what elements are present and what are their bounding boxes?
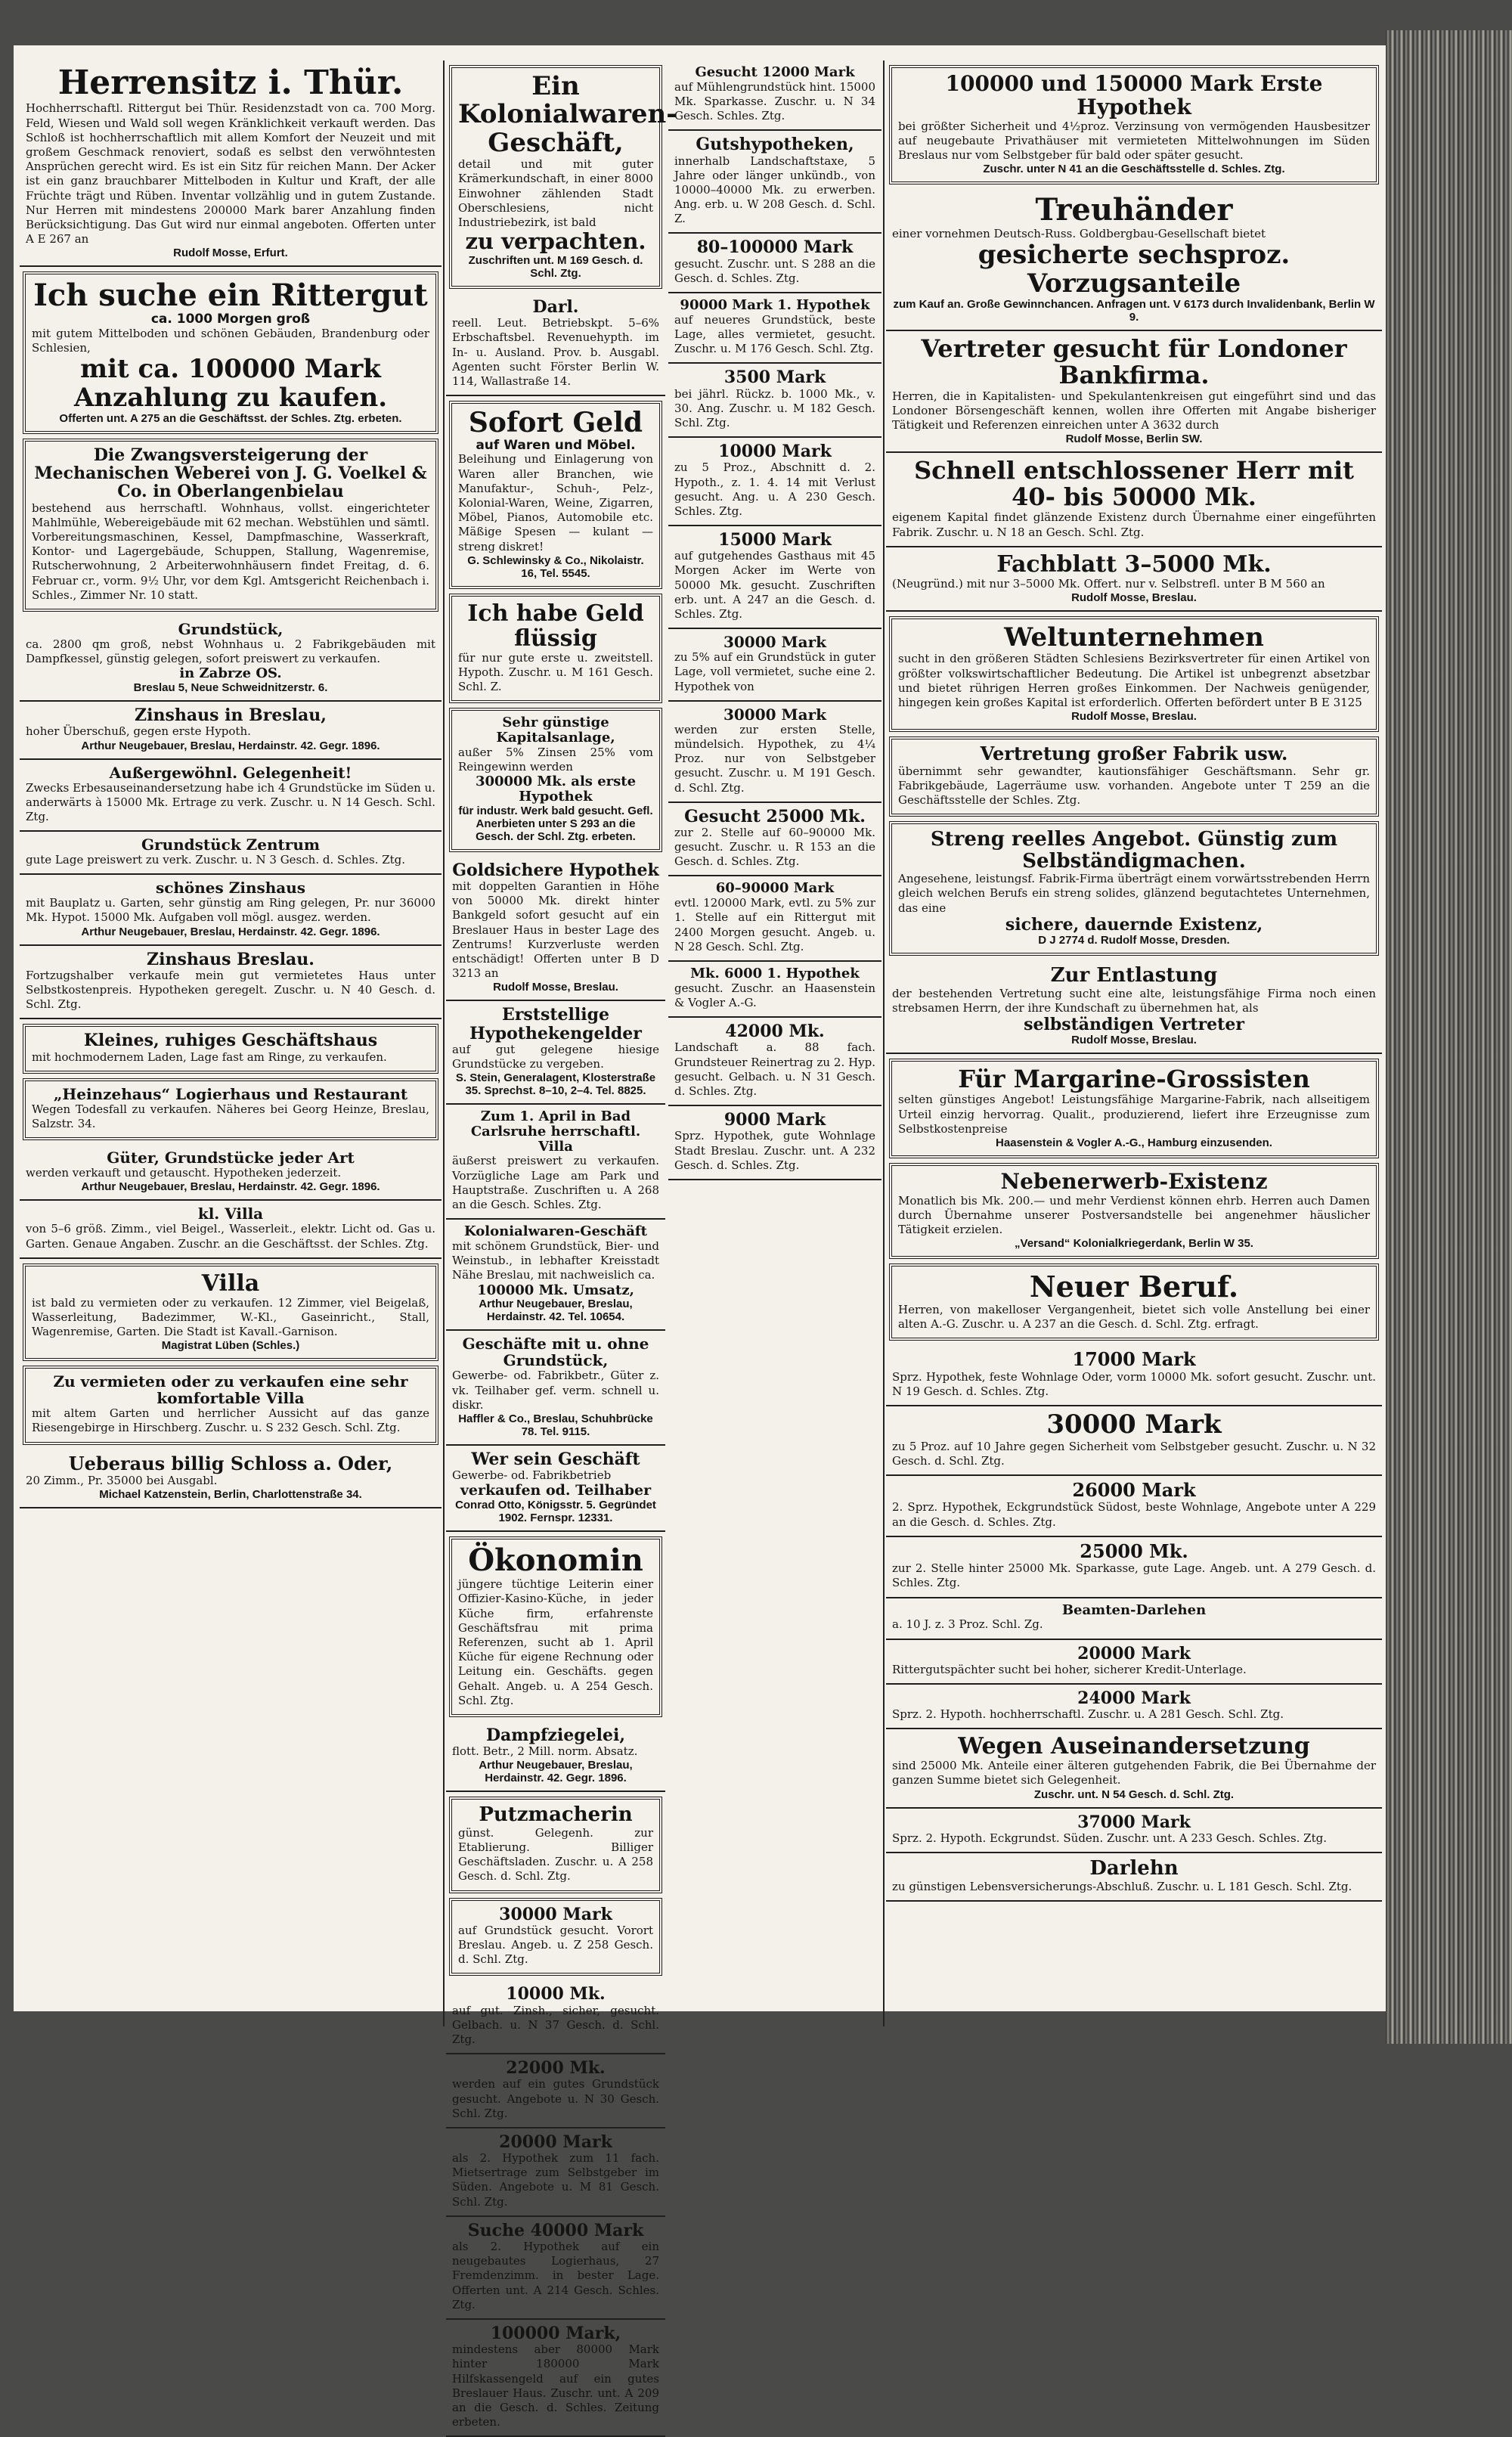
advert: [886, 1853, 1382, 1902]
advert: [446, 1331, 665, 1446]
advert-signature: Zuschr. unt. N 54 Gesch. d. Schl. Ztg.: [1033, 1787, 1235, 1801]
advert: [886, 189, 1382, 331]
advert-body: mindestens aber 80000 Mark hinter 180000 Mark Hilfskassengeld auf ein gutes Breslauer Haus. Zuschr. unt. A 209 an die Gesch. d. Schles. Zeitung erbeten.: [452, 2342, 659, 2429]
advert: [668, 1106, 881, 1180]
advert-headline: 20000 Mark: [499, 2132, 612, 2152]
advert-headline: 20000 Mark: [1077, 1643, 1191, 1663]
advert-body: Herren, von makelloser Vergangenheit, bietet sich volle Anstellung bei einer alten A.-G. Zuschr. u. A 237 an die Gesch. d. Schl. Ztg. erfragt.: [898, 1303, 1370, 1332]
advert-body: außer 5% Zinsen 25% vom Reingewinn werden: [458, 745, 653, 774]
advert: [23, 1024, 438, 1073]
advert: [886, 1345, 1382, 1406]
advert-body: mit gutem Mittelboden und schönen Gebäuden, Brandenburg oder Schlesien,: [32, 326, 429, 355]
advert-headline: 15000 Mark: [718, 530, 832, 550]
advert: [23, 271, 438, 434]
advert-headline: Die Zwangsversteigerung der Mechanischen Weberei von J. G. Voelkel & Co. in Oberlangenbielau: [34, 445, 427, 502]
advert-signature: Michael Katzenstein, Berlin, Charlottenstraße 34.: [99, 1488, 362, 1502]
advert-body: Beleihung und Einlagerung von Waren aller Branchen, wie Manufaktur-, Schuh-, Pelz-, Kolonial-Waren, Weine, Zigarren, Möbel, Pianos, Automobile etc. Mäßige Spesen — kulant — streng diskret!: [458, 452, 653, 553]
advert-body: bestehend aus herrschaftl. Wohnhaus, vollst. eingerichteter Mahlmühle, Webereigebäude mit 62 mechan. Webstühlen und sämtl. Vorbereitungsmaschinen, Kessel, Dampfmaschine, Wasserkraft, Kontor- und Lagergebäude, Schuppen, Stallung, Wagenremise, Rutscherwohnung, 2 Arbeiterwohnhäusern findet Freitag, d. 6. Februar cr., vorm. 9½ Uhr, vor dem Kgl. Amtsgericht Reichenbach i. Schles., Zimmer Nr. 10 statt.: [32, 501, 429, 602]
advert-headline-secondary: 100000 Mk. Umsatz,: [477, 1282, 634, 1298]
advert-headline-secondary: selbständigen Vertreter: [1024, 1015, 1244, 1034]
advert: [23, 439, 438, 612]
advert-headline: Zum 1. April in Bad Carlsruhe herrschaftl. Villa: [470, 1108, 641, 1155]
advert-headline: 30000 Mark: [1046, 1409, 1222, 1440]
advert-body: zur 2. Stelle auf 60–90000 Mk. gesucht. Zuschr. u. R 153 an die Gesch. d. Schles. Ztg.: [674, 825, 875, 869]
advert: [668, 526, 881, 629]
advert-headline: 25000 Mk.: [1080, 1539, 1188, 1562]
advert-headline: 100000 Mark,: [490, 2323, 621, 2343]
advert: [446, 1220, 665, 1331]
advert-body: gute Lage preiswert zu verk. Zuschr. u. N 3 Gesch. d. Schles. Ztg.: [26, 853, 406, 867]
advert: [23, 1366, 438, 1444]
advert-signature: Haffler & Co., Breslau, Schuhbrücke 78. Tel. 9115.: [458, 1412, 653, 1438]
advert: [446, 1105, 665, 1220]
advert-signature: Haasenstein & Vogler A.-G., Hamburg einzusenden.: [996, 1136, 1272, 1149]
advert-body: auf gut. Zinsh., sicher, gesucht. Gelbach. u. N 37 Gesch. d. Schl. Ztg.: [452, 2003, 659, 2046]
advert: [449, 1536, 662, 1717]
advert: [20, 760, 442, 832]
advert-body: hoher Überschuß, gegen erste Hypoth.: [26, 724, 251, 739]
advert: [446, 1446, 665, 1532]
advert-signature: Rudolf Mosse, Berlin SW.: [1065, 433, 1203, 446]
advert-headline: Neuer Beruf.: [1029, 1270, 1239, 1304]
advert: [449, 401, 662, 589]
advert-body: gesucht. Zuschr. an Haasenstein & Vogler A.-G.: [674, 981, 875, 1009]
advert: [668, 629, 881, 702]
advert-body: Sprz. 2. Hypoth. Eckgrundst. Süden. Zuschr. unt. A 233 Gesch. Schles. Ztg.: [892, 1831, 1327, 1845]
advert-headline: Ich habe Geld flüssig: [467, 600, 644, 652]
advert: [23, 1263, 438, 1362]
advert: [886, 331, 1382, 453]
advert-body: eigenem Kapital findet glänzende Existenz durch Übernahme einer eingeführten Fabrik. Zuschr. u. N 18 an Gesch. Schl. Ztg.: [892, 510, 1376, 539]
advert-headline: Zu vermieten oder zu verkaufen eine sehr komfortable Villa: [53, 1372, 408, 1408]
advert-headline: Grundstück,: [178, 619, 284, 638]
advert-body: Gewerbe- od. Fabrikbetr., Güter z. vk. Teilhaber gef. verm. schnell u. diskr.: [452, 1369, 659, 1412]
advert: [668, 962, 881, 1018]
advert-body: mit doppelten Garantien in Höhe von 50000 Mk. direkt hinter Bankgeld sofort gesucht auf ein Breslauer Haus in bester Lage des Zentrums! Kurzverluste werden entschädigt! Offerten unter B D 3213 an: [452, 879, 659, 981]
advert-signature: Rudolf Mosse, Erfurt.: [173, 246, 288, 260]
advert-headline: Putzmacherin: [479, 1803, 633, 1827]
advert-headline: Gutshypotheken,: [696, 135, 854, 155]
advert-signature: Rudolf Mosse, Breslau.: [1071, 710, 1197, 724]
advert-signature: Arthur Neugebauer, Breslau, Herdainstr. 42. Gegr. 1896.: [479, 1759, 633, 1785]
advert-signature: Rudolf Mosse, Breslau.: [1071, 1034, 1197, 1047]
advert: [446, 2217, 665, 2320]
advert-body: Rittergutspächter sucht bei hoher, sicherer Kredit-Unterlage.: [892, 1662, 1247, 1676]
advert-body: Monatlich bis Mk. 200.— und mehr Verdienst können ehrb. Herren auch Damen durch Übernahme unserer Postversandstelle bei angenehmer häuslicher Tätigkeit erzielen.: [898, 1193, 1370, 1237]
advert-signature: S. Stein, Generalagent, Klosterstraße 35. Sprechst. 8–10, 2–4. Tel. 8825.: [455, 1071, 656, 1098]
advert-headline: Zinshaus in Breslau,: [135, 705, 327, 726]
advert-subheadline: ca. 1000 Morgen groß: [150, 312, 311, 327]
advert-headline: Sehr günstige Kapitalsanlage,: [496, 715, 615, 746]
advert-body: zur 2. Stelle hinter 25000 Mk. Sparkasse, gute Lage. Angeb. unt. A 279 Gesch. d. Schles. Ztg.: [892, 1561, 1376, 1590]
advert-headline: 80–100000 Mark: [696, 237, 854, 258]
advert: [20, 1201, 442, 1258]
advert-headline: 10000 Mk.: [506, 1984, 606, 2004]
advert-body: Angesehene, leistungsf. Fabrik-Firma überträgt einem vorwärtsstrebenden Herrn gleich welchen Berufs ein streng solides, glänzend begutachtetes Unternehmen, das eine: [898, 872, 1370, 915]
advert-body: Landschaft a. 88 fach. Grundsteuer Reinertrag zu 2. Hyp. gesucht. Gelbach. u. N 31 Gesch. d. Schles. Ztg.: [674, 1040, 875, 1098]
advert-headline: 22000 Mk.: [506, 2058, 606, 2079]
advert: [23, 1078, 438, 1140]
advert-headline: 17000 Mark: [1072, 1348, 1196, 1371]
advert-body: evtl. 120000 Mark, evtl. zu 5% zur 1. Stelle auf ein Rittergut mit 2400 Morgen gesucht. Angeb. u. N 28 Gesch. Schl. Ztg.: [674, 896, 875, 953]
advert: [449, 1898, 662, 1977]
advert-headline: Darlehn: [1089, 1857, 1179, 1880]
advert-headline-secondary: sichere, dauernde Existenz,: [1005, 914, 1263, 935]
advert-body: Wegen Todesfall zu verkaufen. Näheres bei Georg Heinze, Breslau, Salzstr. 34.: [32, 1102, 429, 1130]
book-spine: [1386, 30, 1512, 2044]
advert: [449, 65, 677, 289]
advert: [20, 616, 442, 702]
advert-body: Zwecks Erbesauseinandersetzung habe ich 4 Grundstücke im Süden u. anderwärts à 15000 Mk. Ertrage zu verk. Zuschr. u. N 14 Gesch. Schl. Ztg.: [26, 780, 435, 823]
advert-signature: Rudolf Mosse, Breslau.: [1071, 591, 1197, 604]
advert-body: jüngere tüchtige Leiterin einer Offizier-Kasino-Küche, in jeder Küche firm, erfahrenste Geschäftsfrau mit prima Referenzen, sucht ab 1. April Küche für eigene Rechnung oder Leitung ein. Geschäfts. gegen Gehalt. Angeb. u. A 254 Gesch. Schl. Ztg.: [458, 1577, 653, 1707]
advert-signature: Conrad Otto, Königsstr. 5. Gegründet 1902. Fernspr. 12331.: [455, 1499, 656, 1525]
advert-body: mit altem Garten und herrlicher Aussicht auf das ganze Riesengebirge in Hirschberg. Zuschr. u. S 232 Gesch. Schl. Ztg.: [32, 1406, 429, 1435]
advert: [889, 1263, 1379, 1341]
advert-body: Gewerbe- od. Fabrikbetrieb: [452, 1468, 612, 1483]
advert-body: mit hochmodernem Laden, Lage fast am Ringe, zu verkaufen.: [32, 1050, 387, 1064]
advert: [20, 1449, 442, 1509]
advert-subheadline: auf Waren und Möbel.: [476, 437, 636, 453]
advert-headline: Vertreter gesucht für Londoner Bankfirma.: [921, 334, 1347, 390]
advert-body: werden verkauft und getauscht. Hypotheken jederzeit.: [26, 1166, 342, 1180]
advert-headline: Ich suche ein Rittergut: [33, 277, 428, 314]
advert-headline: Villa: [201, 1270, 260, 1297]
advert: [668, 702, 881, 803]
advert-headline: 30000 Mark: [723, 705, 827, 724]
advert-signature: Zuschr. unter N 41 an die Geschäftsstelle d. Schles. Ztg.: [983, 163, 1285, 176]
advert: [886, 1640, 1382, 1685]
advert: [668, 131, 881, 234]
advert: [446, 857, 665, 1002]
advert: [20, 702, 442, 759]
advert-body: flott. Betr., 2 Mill. norm. Absatz.: [452, 1744, 638, 1759]
advert-body: auf neueres Grundstück, beste Lage, alles vermietet, gesucht. Zuschr. u. M 176 Gesch. Schl. Ztg.: [674, 312, 875, 356]
advert-column-1: [20, 60, 442, 2026]
advert-headline: Darl.: [532, 297, 579, 317]
advert-headline-secondary: verkaufen od. Teilhaber: [460, 1482, 652, 1499]
advert-body: als 2. Hypothek zum 11 fach. Mietsertrage zum Selbstgeber im Süden. Angebote u. M 81 Gesch. Schl. Ztg.: [452, 2151, 659, 2209]
advert-body: der bestehenden Vertretung sucht eine alte, leistungsfähige Firma noch einen strebsamen Herrn, der ihre Kundschaft zu übernehmen hat, als: [892, 986, 1376, 1015]
advert-headline: 90000 Mark 1. Hypothek: [680, 297, 870, 314]
advert-headline: Grundstück Zentrum: [141, 836, 321, 854]
advert-headline: Ein Kolonialwaren-Geschäft,: [458, 71, 677, 158]
advert-headline-secondary: in Zabrze OS.: [179, 665, 282, 682]
advert-body: Herren, die in Kapitalisten- und Spekulantenkreisen gut eingeführt sind und das Londoner Börsengeschäft kennen, wollen ihre Offerten mit Angabe bisheriger Tätigkeit und Referenzen einreichen unter A 3632 durch: [892, 389, 1376, 432]
advert-body: a. 10 J. z. 3 Proz. Schl. Zg.: [892, 1617, 1043, 1632]
advert: [889, 65, 1379, 184]
advert-headline: Zinshaus Breslau.: [147, 949, 314, 969]
advert-body: selten günstiges Angebot! Leistungsfähige Margarine-Fabrik, nach allseitigem Urteil einzig hervorrag. Qualit., produzierend, liefert ihre Erzeugnisse zum Selbstkostenpreise: [898, 1093, 1370, 1136]
advert: [446, 293, 665, 396]
advert-headline: Weltunternehmen: [1004, 622, 1264, 653]
advert-headline: Schnell entschlossener Herr mit 40- bis 50000 Mk.: [914, 456, 1354, 512]
advert: [449, 708, 662, 852]
advert-headline: Nebenerwerb-Existenz: [1000, 1168, 1268, 1194]
advert-signature: Arthur Neugebauer, Breslau, Herdainstr. 42. Gegr. 1896.: [81, 739, 380, 752]
advert-body: 20 Zimm., Pr. 35000 bei Ausgabl.: [26, 1474, 218, 1488]
advert: [886, 453, 1382, 547]
advert-body: Fortzugshalber verkaufe mein gut vermietetes Haus unter Selbstkostenpreis. Hypotheken geregelt. Zuschr. u. N 40 Gesch. d. Schl. Ztg.: [26, 968, 435, 1012]
column-rule: [883, 60, 885, 2026]
advert-body: zu 5 Proz. auf 10 Jahre gegen Sicherheit vom Selbstgeber gesucht. Zuschr. u. N 32 Gesch. d. Schl. Ztg.: [892, 1439, 1376, 1468]
advert: [886, 1598, 1382, 1640]
advert-body: auf Mühlengrundstück hint. 15000 Mk. Sparkasse. Zuschr. u. N 34 Gesch. Schles. Ztg.: [674, 79, 875, 123]
advert: [20, 946, 442, 1020]
advert-body: auf Grundstück gesucht. Vorort Breslau. Angeb. u. Z 258 Gesch. d. Schl. Ztg.: [458, 1923, 653, 1967]
advert-body: werden auf ein gutes Grundstück gesucht. Angebote u. N 30 Gesch. Schl. Ztg.: [452, 2077, 659, 2120]
advert: [886, 1685, 1382, 1729]
advert-body: auf gutgehendes Gasthaus mit 45 Morgen Acker im Werte von 50000 Mk. gesucht. Zuschriften erb. unt. A 247 an die Gesch. d. Schles. Ztg.: [674, 549, 875, 622]
advert-headline: Vertretung großer Fabrik usw.: [980, 743, 1288, 765]
advert: [20, 60, 442, 267]
advert: [886, 1809, 1382, 1853]
advert: [446, 1001, 665, 1105]
advert-headline: Dampfziegelei,: [485, 1725, 626, 1745]
advert-column-4: [886, 60, 1382, 2026]
advert-headline: 30000 Mark: [723, 633, 827, 652]
advert-headline: Treuhänder: [1035, 192, 1233, 228]
advert-body: zu 5 Proz., Abschnitt d. 2. Hypoth., z. 1. 4. 14 mit Verlust gesucht. Ang. u. A 230 Gesch. Schles. Ztg.: [674, 460, 875, 518]
advert-signature: Offerten unt. A 275 an die Geschäftsst. der Schles. Ztg. erbeten.: [59, 412, 402, 426]
advert: [668, 1018, 881, 1106]
advert-headline: Goldsichere Hypothek: [452, 860, 659, 880]
advert: [20, 1145, 442, 1201]
advert-headline-secondary: mit ca. 100000 Mark Anzahlung zu kaufen.: [73, 354, 388, 413]
advert-column-2: [446, 60, 677, 2429]
advert-body: ist bald zu vermieten oder zu verkaufen. 12 Zimmer, viel Beigelaß, Wasserleitung, Badezimmer, W.-Kl., Gaseinricht., Stall, Wagenremise, Garten. Die Stadt ist Kavall.-Garnison.: [32, 1295, 429, 1339]
advert-headline: Mk. 6000 1. Hypothek: [690, 966, 860, 982]
advert-body: zu günstigen Lebensversicherungs-Abschluß. Zuschr. u. L 181 Gesch. Schl. Ztg.: [892, 1879, 1352, 1893]
advert-body: als 2. Hypothek auf ein neugebautes Logierhaus, 27 Fremdenzimm. in bester Lage. Offerten unt. A 214 Gesch. Schles. Ztg.: [452, 2240, 659, 2311]
advert-headline: Kleines, ruhiges Geschäftshaus: [83, 1031, 378, 1051]
advert-headline: Für Margarine-Grossisten: [958, 1065, 1310, 1094]
advert-body: äußerst preiswert zu verkaufen. Vorzügliche Lage am Park und Hauptstraße. Zuschriften u. A 268 an die Gesch. Schles. Ztg.: [452, 1154, 659, 1212]
advert-headline: schönes Zinshaus: [155, 879, 306, 898]
advert-headline: 37000 Mark: [1077, 1812, 1191, 1832]
advert-signature: Rudolf Mosse, Breslau.: [493, 981, 618, 994]
advert-body: mit schönem Grundstück, Bier- und Weinstub., in lebhafter Kreisstadt Nähe Breslau, mit nachweislich ca.: [452, 1239, 659, 1282]
advert-headline: Fachblatt 3–5000 Mk.: [996, 550, 1272, 578]
advert: [886, 1406, 1382, 1476]
advert-headline: 42000 Mk.: [725, 1022, 825, 1042]
advert-body: reell. Leut. Betriebskpt. 5–6% Erbschaftsbel. Revenuehypth. im In- u. Ausland. Prov. b. Ausgabl. Agenten sucht Förster Berlin W. 114, Wallastraße 14.: [452, 316, 659, 388]
advert: [446, 1722, 665, 1792]
advert-headline-secondary: 300000 Mk. als erste Hypothek: [475, 774, 637, 805]
advert-signature: Arthur Neugebauer, Breslau, Herdainstr. 42. Gegr. 1896.: [81, 925, 380, 938]
advert-column-3: [668, 60, 881, 2026]
advert: [20, 832, 442, 875]
advert-headline: „Heinzehaus“ Logierhaus und Restaurant: [53, 1084, 408, 1103]
advert-headline: Erststellige Hypothekengelder: [469, 1005, 642, 1043]
advert-body: bei größter Sicherheit und 4½proz. Verzinsung von vermögenden Hausbesitzer auf neugebaute Privathäuser mit vermieteten Mittelwohnungen im Süden Breslaus nur vom Selbstgeber für bald oder später gesucht.: [898, 119, 1370, 162]
advert-body: 2. Sprz. Hypothek, Eckgrundstück Südost, beste Wohnlage, Angebote unter A 229 an die Gesch. d. Schles. Ztg.: [892, 1500, 1376, 1529]
advert-headline: Sofort Geld: [468, 407, 643, 439]
advert: [668, 293, 881, 364]
advert-headline: Geschäfte mit u. ohne Grundstück,: [462, 1335, 649, 1370]
advert-body: zu 5% auf ein Grundstück in guter Lage, voll vermietet, suche eine 2. Hypothek von: [674, 650, 875, 693]
advert-headline: Güter, Grundstücke jeder Art: [107, 1149, 355, 1167]
advert-headline: Suche 40000 Mark: [467, 2220, 644, 2240]
advert: [886, 547, 1382, 612]
advert: [889, 736, 1379, 817]
advert-headline: 10000 Mark: [718, 442, 832, 462]
advert: [449, 1797, 662, 1893]
advert-headline: Herrensitz i. Thür.: [57, 64, 404, 102]
advert: [446, 2128, 665, 2217]
advert-body: (Neugründ.) mit nur 3–5000 Mk. Offert. nur v. Selbstrefl. unter B M 560 an: [892, 576, 1325, 591]
advert: [668, 60, 881, 131]
advert-body: sucht in den größeren Städten Schlesiens Bezirksvertreter für einen Artikel von größter volkswirtschaftlicher Bedeutung. Die Artikel ist unbegrenzt absetzbar und bietet rührigen Herren großes Einkommen. Der Nachweis genügender, hingegen kein großes Kapital ist erforderlich. Offerten befördert unter B E 3125: [898, 652, 1370, 709]
advert-body: einer vornehmen Deutsch-Russ. Goldbergbau-Gesellschaft bietet: [892, 227, 1266, 241]
advert-body: innerhalb Landschaftstaxe, 5 Jahre oder länger unkündb., von 10000–40000 Mk. zu erwerben. Ang. erb. u. W 208 Gesch. d. Schl. Z.: [674, 153, 875, 226]
advert: [668, 364, 881, 438]
advert-body: Sprz. Hypothek, gute Wohnlage Stadt Breslau. Zuschr. unt. A 232 Gesch. d. Schles. Ztg.: [674, 1129, 875, 1172]
advert: [449, 594, 662, 704]
advert-body: Hochherrschaftl. Rittergut bei Thür. Residenzstadt von ca. 700 Morg. Feld, Wiesen und Wald soll wegen Kränklichkeit verkauft werden. Das Schloß ist hochherrschaftlich mit allem Komfort der Neuzeit und mit großem Geschmack renoviert, sodaß es selbst den verwöhntesten Ansprüchen gerecht wird. Es ist ein Sitz für reichen Mann. Der Acker ist ein ganz brauchbarer Mittelboden in Kultur und Kraft, der alle Früchte trägt und Rüben. Inventar vollzählig und in gutem Zustande. Nur Herren mit mindestens 200000 Mark barer Anzahlung finden Berücksichtigung. Das Gut wird nur einmal angeboten. Offerten unter A E 267 an: [26, 101, 435, 246]
advert: [668, 803, 881, 877]
column-rule: [443, 60, 445, 2026]
advert: [668, 234, 881, 293]
advert-headline: Ueberaus billig Schloss a. Oder,: [68, 1452, 393, 1474]
advert-body: detail und mit guter Krämerkundschaft, in einer 8000 Einwohner zählenden Stadt Oberschlesiens, nicht Industriebezirk, ist bald: [458, 157, 653, 229]
advert-body: Sprz. Hypothek, feste Wohnlage Oder, vorm 10000 Mk. sofort gesucht. Zuschr. unt. N 19 Gesch. d. Schles. Ztg.: [892, 1369, 1376, 1399]
advert-signature: Arthur Neugebauer, Breslau, Herdainstr. 42. Tel. 10654.: [479, 1298, 633, 1324]
advert-signature: Arthur Neugebauer, Breslau, Herdainstr. 42. Gegr. 1896.: [81, 1180, 380, 1194]
advert: [446, 1980, 665, 2054]
advert-headline: Außergewöhnl. Gelegenheit!: [109, 763, 352, 782]
advert: [889, 1163, 1379, 1259]
advert-headline: 26000 Mark: [1072, 1479, 1196, 1501]
advert: [668, 876, 881, 962]
advert: [886, 1537, 1382, 1598]
advert: [20, 875, 442, 945]
advert-headline: 100000 und 150000 Mark Erste Hypothek: [945, 71, 1323, 119]
advert-headline: Gesucht 12000 Mark: [695, 64, 855, 80]
advert: [886, 1476, 1382, 1537]
advert-body: werden zur ersten Stelle, mündelsich. Hypothek, zu 4¼ Proz. nur von Selbstgeber gesucht. Zuschr. u. M 191 Gesch. d. Schl. Ztg.: [674, 722, 875, 795]
advert-signature: Breslau 5, Neue Schweidnitzerstr. 6.: [133, 681, 328, 695]
advert-body: auf gut gelegene hiesige Grundstücke zu vergeben.: [452, 1042, 659, 1071]
advert-headline-secondary: gesicherte sechsproz. Vorzugsanteile: [978, 240, 1290, 299]
advert-signature: für industr. Werk bald gesucht. Gefl. Anerbieten unter S 293 an die Gesch. der Schl. Ztg. erbeten.: [458, 804, 653, 843]
advert-signature: D J 2774 d. Rudolf Mosse, Dresden.: [1038, 934, 1230, 947]
advert-body: für nur gute erste u. zweitstell. Hypoth. Zuschr. u. M 161 Gesch. Schl. Z.: [458, 650, 653, 694]
advert: [446, 2054, 665, 2128]
advert-body: ca. 2800 qm groß, nebst Wohnhaus u. 2 Fabrikgebäuden mit Dampfkessel, günstig gelegen, sofort preiswert zu verkaufen.: [26, 637, 435, 666]
advert-headline: kl. Villa: [197, 1205, 264, 1223]
advert: [668, 438, 881, 526]
advert-headline: Ökonomin: [468, 1543, 643, 1579]
advert-body: sind 25000 Mk. Anteile einer älteren gutgehenden Fabrik, die Bei Übernahme der ganzen Summe bietet sich Gelegenheit.: [892, 1759, 1376, 1787]
advert-headline: Streng reelles Angebot. Günstig zum Selbständigmachen.: [930, 828, 1338, 873]
advert-headline: 3500 Mark: [723, 367, 826, 388]
advert-body: bei jährl. Rückz. b. 1000 Mk., v. 30. Ang. Zuschr. u. M 182 Gesch. Schl. Ztg.: [674, 386, 875, 429]
advert-signature: zum Kauf an. Große Gewinnchancen. Anfragen unt. V 6173 durch Invalidenbank, Berlin W 9.: [893, 298, 1375, 324]
advert-signature: G. Schlewinsky & Co., Nikolaistr. 16, Tel. 5545.: [467, 553, 644, 580]
advert-body: günst. Gelegenh. zur Etablierung. Billiger Geschäftsladen. Zuschr. u. A 258 Gesch. d. Schl. Ztg.: [458, 1825, 653, 1884]
advert-headline: Kolonialwaren-Geschäft: [464, 1223, 647, 1240]
advert-headline: Beamten-Darlehen: [1061, 1601, 1207, 1618]
advert-headline: 24000 Mark: [1077, 1688, 1191, 1708]
advert: [446, 2320, 665, 2437]
advert: [886, 1729, 1382, 1808]
advert-headline: Wer sein Geschäft: [471, 1449, 640, 1469]
advert-headline: 30000 Mark: [499, 1904, 612, 1924]
advert: [889, 616, 1379, 732]
advert-body: übernimmt sehr gewandter, kautionsfähiger Geschäftsmann. Sehr gr. Fabrikgebäude, Lagerräume usw. vorhanden. Angebote unter T 259 an die Geschäftsstelle der Schles. Ztg.: [898, 764, 1370, 807]
advert-headline: Wegen Auseinandersetzung: [958, 1733, 1310, 1760]
advert-headline: Gesucht 25000 Mk.: [684, 806, 866, 826]
advert: [889, 1059, 1379, 1158]
advert-headline: 60–90000 Mark: [715, 880, 835, 897]
advert-body: mit Bauplatz u. Garten, sehr günstig am Ring gelegen, Pr. nur 36000 Mk. Hypot. 15000 Mk. Aufgaben voll mögl. ausgez. werden.: [26, 896, 435, 925]
advert-headline-secondary: zu verpachten.: [465, 228, 646, 255]
advert-headline: Zur Entlastung: [1050, 964, 1218, 988]
advert-body: gesucht. Zuschr. unt. S 288 an die Gesch. d. Schles. Ztg.: [674, 256, 875, 285]
advert: [889, 821, 1379, 956]
advert: [886, 960, 1382, 1054]
advert-headline: 9000 Mark: [723, 1110, 826, 1130]
advert-body: Sprz. 2. Hypoth. hochherrschaftl. Zuschr. u. A 281 Gesch. Schl. Ztg.: [892, 1707, 1284, 1722]
advert-body: von 5–6 größ. Zimm., viel Beigel., Wasserleit., elektr. Licht od. Gas u. Garten. Genaue Angaben. Zuschr. an die Geschäftsst. der Schles. Ztg.: [26, 1222, 435, 1251]
advert-signature: „Versand“ Kolonialkriegerdank, Berlin W 35.: [1015, 1237, 1253, 1251]
advert-signature: Zuschriften unt. M 169 Gesch. d. Schl. Ztg.: [468, 254, 643, 280]
advert-signature: Magistrat Lüben (Schles.): [161, 1339, 300, 1353]
